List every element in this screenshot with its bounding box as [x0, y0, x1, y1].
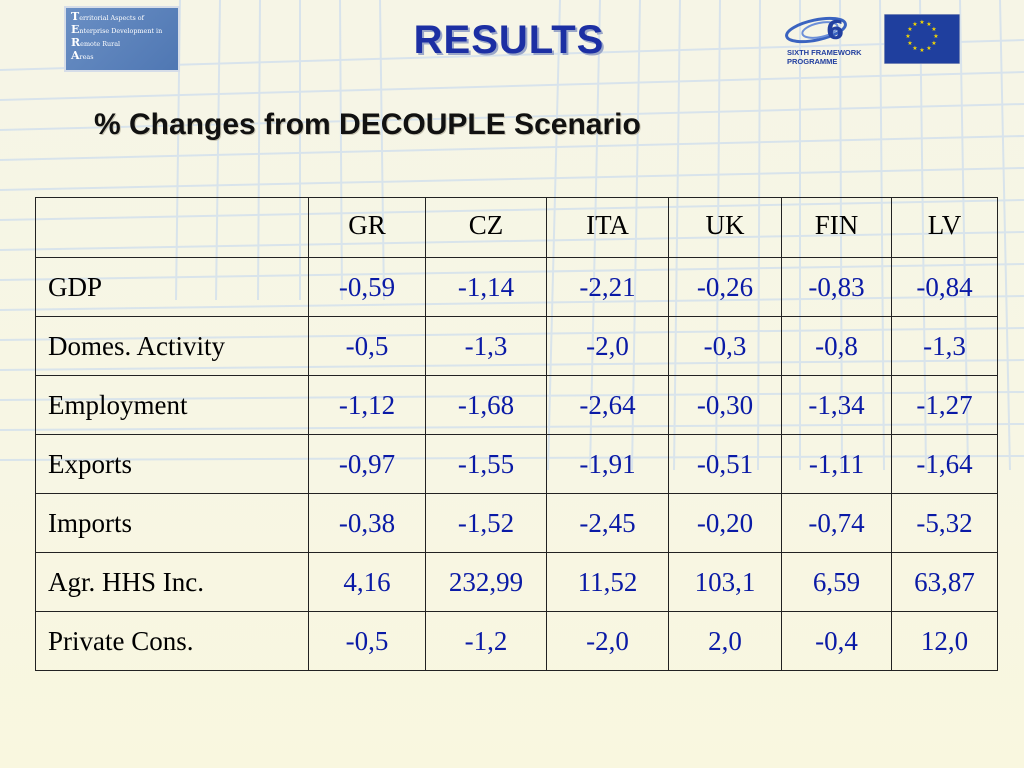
table-cell: -1,12	[309, 376, 426, 435]
table-cell: -0,97	[309, 435, 426, 494]
table-cell: -1,3	[426, 317, 547, 376]
table-row	[36, 258, 998, 317]
row-label: Agr. HHS Inc.	[36, 553, 309, 612]
programme-label: SIXTH FRAMEWORK PROGRAMME	[787, 48, 862, 66]
svg-text:★: ★	[926, 45, 932, 52]
table-row	[36, 435, 998, 494]
table-cell: -0,20	[669, 494, 782, 553]
table-cell: -2,64	[547, 376, 669, 435]
column-header: LV	[892, 198, 998, 258]
column-header: FIN	[782, 198, 892, 258]
table-cell: 12,0	[892, 612, 998, 671]
table-cell: -0,51	[669, 435, 782, 494]
svg-text:★: ★	[907, 40, 913, 47]
table-cell: 232,99	[426, 553, 547, 612]
table-row	[36, 612, 998, 671]
table-header-row	[36, 198, 998, 258]
table-row	[36, 494, 998, 553]
row-label: Private Cons.	[36, 612, 309, 671]
page-title: RESULTS	[413, 18, 605, 62]
table-cell: -0,3	[669, 317, 782, 376]
table-cell: 6,59	[782, 553, 892, 612]
table-cell: -1,2	[426, 612, 547, 671]
row-label: Employment	[36, 376, 309, 435]
table-cell: -1,3	[892, 317, 998, 376]
table-cell: -2,0	[547, 317, 669, 376]
header-corner-cell	[36, 198, 309, 258]
table-cell: -0,5	[309, 612, 426, 671]
table-cell: -1,27	[892, 376, 998, 435]
table-cell: 63,87	[892, 553, 998, 612]
row-label: GDP	[36, 258, 309, 317]
table-cell: -1,55	[426, 435, 547, 494]
table-row	[36, 376, 998, 435]
table-cell: -0,26	[669, 258, 782, 317]
svg-text:★: ★	[907, 26, 913, 33]
svg-text:★: ★	[919, 19, 925, 26]
svg-text:★: ★	[933, 33, 939, 40]
table-cell: -1,14	[426, 258, 547, 317]
logo-line-4: Areas	[71, 49, 94, 62]
svg-text:★: ★	[931, 26, 937, 33]
table-cell: -0,4	[782, 612, 892, 671]
svg-text:6: 6	[826, 16, 845, 46]
table-cell: 4,16	[309, 553, 426, 612]
table-cell: -0,8	[782, 317, 892, 376]
table-cell: -0,30	[669, 376, 782, 435]
table-cell: -0,59	[309, 258, 426, 317]
column-header: CZ	[426, 198, 547, 258]
table-cell: -0,74	[782, 494, 892, 553]
logo-line-3: Remote Rural	[71, 36, 121, 49]
svg-text:★: ★	[931, 40, 937, 47]
row-label: Exports	[36, 435, 309, 494]
column-header: UK	[669, 198, 782, 258]
table-cell: -1,64	[892, 435, 998, 494]
table-cell: 103,1	[669, 553, 782, 612]
table-cell: 11,52	[547, 553, 669, 612]
table-cell: -0,84	[892, 258, 998, 317]
table-cell: -0,5	[309, 317, 426, 376]
column-header: GR	[309, 198, 426, 258]
table-row	[36, 553, 998, 612]
table-cell: -1,34	[782, 376, 892, 435]
row-label: Imports	[36, 494, 309, 553]
table-cell: -5,32	[892, 494, 998, 553]
row-label: Domes. Activity	[36, 317, 309, 376]
table-cell: -1,68	[426, 376, 547, 435]
table-cell: -2,0	[547, 612, 669, 671]
table-row	[36, 317, 998, 376]
svg-text:★: ★	[905, 33, 911, 40]
table-cell: -1,11	[782, 435, 892, 494]
table-cell: -2,45	[547, 494, 669, 553]
table-cell: -2,21	[547, 258, 669, 317]
table-cell: -1,91	[547, 435, 669, 494]
logo-line-1: Territorial Aspects of	[71, 10, 144, 23]
table-cell: -0,38	[309, 494, 426, 553]
svg-text:★: ★	[919, 47, 925, 54]
svg-text:★: ★	[912, 45, 918, 52]
column-header: ITA	[547, 198, 669, 258]
logo-line-2: Enterprise Development in	[71, 23, 163, 36]
svg-text:★: ★	[912, 21, 918, 28]
eu-flag-icon	[884, 14, 960, 64]
table-cell: 2,0	[669, 612, 782, 671]
results-table	[35, 197, 998, 671]
table-cell: -1,52	[426, 494, 547, 553]
svg-text:★: ★	[926, 21, 932, 28]
table-subtitle: % Changes from DECOUPLE Scenario	[94, 108, 641, 141]
table-cell: -0,83	[782, 258, 892, 317]
